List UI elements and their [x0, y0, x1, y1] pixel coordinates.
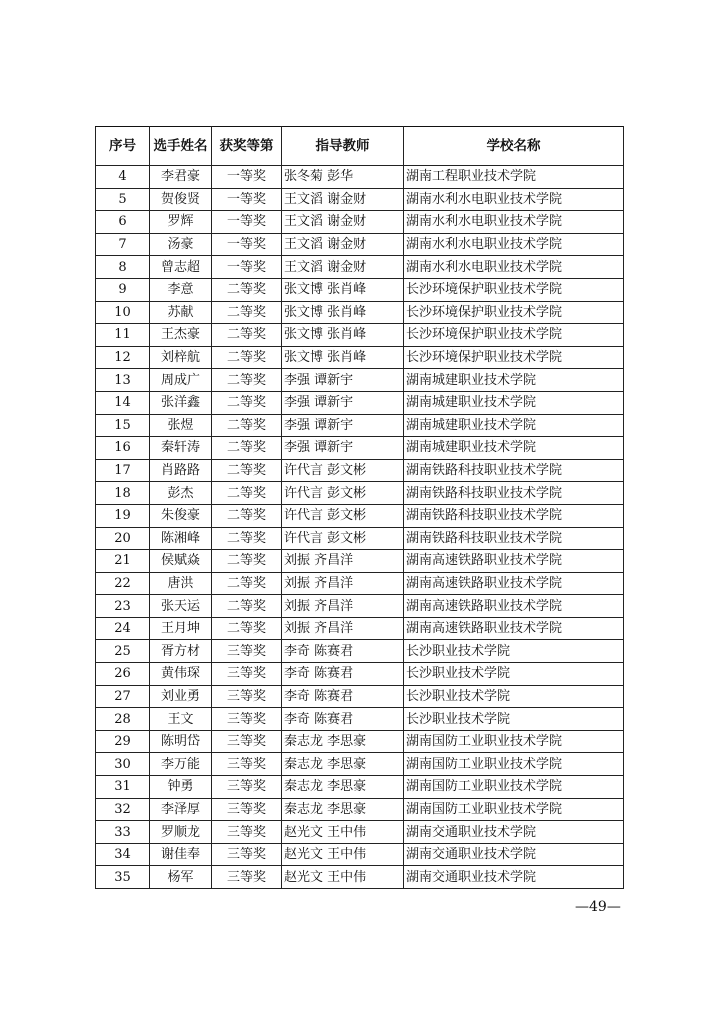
table-row	[96, 278, 624, 301]
cell-teachers: 秦志龙 李思豪	[282, 753, 404, 776]
cell-teachers: 许代言 彭文彬	[282, 527, 404, 550]
cell-school: 湖南铁路科技职业技术学院	[404, 527, 624, 550]
cell-name: 彭杰	[150, 482, 212, 505]
cell-award: 三等奖	[212, 685, 282, 708]
table-row	[96, 798, 624, 821]
table-row	[96, 776, 624, 799]
cell-teachers: 李强 谭新宇	[282, 391, 404, 414]
cell-teachers: 秦志龙 李思豪	[282, 776, 404, 799]
cell-name: 李泽厚	[150, 798, 212, 821]
cell-name: 张煜	[150, 414, 212, 437]
cell-teachers: 刘振 齐昌洋	[282, 617, 404, 640]
cell-name: 贺俊贤	[150, 188, 212, 211]
header-no: 序号	[96, 127, 150, 166]
cell-name: 侯赋焱	[150, 550, 212, 573]
cell-no: 19	[96, 504, 150, 527]
cell-award: 三等奖	[212, 730, 282, 753]
cell-no: 34	[96, 843, 150, 866]
cell-award: 二等奖	[212, 391, 282, 414]
cell-award: 二等奖	[212, 459, 282, 482]
cell-school: 湖南铁路科技职业技术学院	[404, 482, 624, 505]
cell-name: 李万能	[150, 753, 212, 776]
cell-school: 湖南城建职业技术学院	[404, 414, 624, 437]
cell-school: 湖南铁路科技职业技术学院	[404, 504, 624, 527]
cell-teachers: 李奇 陈赛君	[282, 708, 404, 731]
table-row	[96, 663, 624, 686]
cell-award: 三等奖	[212, 640, 282, 663]
cell-no: 22	[96, 572, 150, 595]
table-row	[96, 821, 624, 844]
cell-teachers: 秦志龙 李思豪	[282, 798, 404, 821]
cell-school: 长沙环境保护职业技术学院	[404, 346, 624, 369]
cell-teachers: 赵光文 王中伟	[282, 866, 404, 889]
cell-teachers: 李奇 陈赛君	[282, 685, 404, 708]
table-row	[96, 617, 624, 640]
cell-no: 15	[96, 414, 150, 437]
cell-school: 湖南城建职业技术学院	[404, 437, 624, 460]
cell-award: 二等奖	[212, 482, 282, 505]
cell-no: 4	[96, 166, 150, 189]
cell-award: 二等奖	[212, 437, 282, 460]
table-row	[96, 301, 624, 324]
cell-award: 一等奖	[212, 233, 282, 256]
header-name: 选手姓名	[150, 127, 212, 166]
cell-no: 30	[96, 753, 150, 776]
table-body	[96, 166, 624, 889]
cell-school: 湖南国防工业职业技术学院	[404, 730, 624, 753]
cell-award: 二等奖	[212, 617, 282, 640]
cell-school: 湖南交通职业技术学院	[404, 821, 624, 844]
cell-no: 28	[96, 708, 150, 731]
cell-name: 杨军	[150, 866, 212, 889]
cell-school: 湖南水利水电职业技术学院	[404, 188, 624, 211]
cell-school: 湖南交通职业技术学院	[404, 866, 624, 889]
cell-name: 陈明岱	[150, 730, 212, 753]
table-row	[96, 482, 624, 505]
cell-school: 长沙环境保护职业技术学院	[404, 301, 624, 324]
cell-no: 18	[96, 482, 150, 505]
cell-teachers: 李强 谭新宇	[282, 369, 404, 392]
cell-teachers: 赵光文 王中伟	[282, 843, 404, 866]
table-row	[96, 459, 624, 482]
awards-table	[95, 126, 624, 889]
table-row	[96, 708, 624, 731]
cell-name: 朱俊豪	[150, 504, 212, 527]
cell-award: 三等奖	[212, 821, 282, 844]
header-award: 获奖等第	[212, 127, 282, 166]
cell-school: 湖南城建职业技术学院	[404, 369, 624, 392]
cell-name: 曾志超	[150, 256, 212, 279]
cell-name: 王杰豪	[150, 324, 212, 347]
table-row	[96, 211, 624, 234]
cell-teachers: 秦志龙 李思豪	[282, 730, 404, 753]
cell-no: 8	[96, 256, 150, 279]
table-row	[96, 324, 624, 347]
table-row	[96, 527, 624, 550]
cell-school: 湖南国防工业职业技术学院	[404, 798, 624, 821]
cell-teachers: 王文滔 谢金财	[282, 211, 404, 234]
table-row	[96, 188, 624, 211]
table-row	[96, 753, 624, 776]
table-row	[96, 233, 624, 256]
cell-teachers: 张冬菊 彭华	[282, 166, 404, 189]
cell-teachers: 许代言 彭文彬	[282, 459, 404, 482]
cell-no: 23	[96, 595, 150, 618]
cell-award: 二等奖	[212, 595, 282, 618]
cell-no: 31	[96, 776, 150, 799]
cell-no: 32	[96, 798, 150, 821]
cell-teachers: 赵光文 王中伟	[282, 821, 404, 844]
cell-name: 胥方材	[150, 640, 212, 663]
table-row	[96, 550, 624, 573]
cell-no: 17	[96, 459, 150, 482]
cell-no: 9	[96, 278, 150, 301]
table-row	[96, 504, 624, 527]
cell-name: 汤豪	[150, 233, 212, 256]
cell-school: 湖南交通职业技术学院	[404, 843, 624, 866]
cell-school: 湖南国防工业职业技术学院	[404, 753, 624, 776]
cell-teachers: 李强 谭新宇	[282, 437, 404, 460]
cell-award: 二等奖	[212, 369, 282, 392]
cell-award: 三等奖	[212, 753, 282, 776]
cell-name: 陈湘峰	[150, 527, 212, 550]
cell-school: 湖南铁路科技职业技术学院	[404, 459, 624, 482]
cell-award: 二等奖	[212, 301, 282, 324]
header-school: 学校名称	[404, 127, 624, 166]
cell-award: 二等奖	[212, 278, 282, 301]
cell-no: 27	[96, 685, 150, 708]
table-row	[96, 369, 624, 392]
cell-teachers: 张文博 张肖峰	[282, 301, 404, 324]
cell-no: 35	[96, 866, 150, 889]
table-row	[96, 730, 624, 753]
cell-award: 二等奖	[212, 527, 282, 550]
cell-no: 24	[96, 617, 150, 640]
cell-award: 三等奖	[212, 776, 282, 799]
cell-teachers: 王文滔 谢金财	[282, 188, 404, 211]
cell-award: 二等奖	[212, 504, 282, 527]
cell-award: 三等奖	[212, 708, 282, 731]
table-row	[96, 640, 624, 663]
cell-award: 三等奖	[212, 866, 282, 889]
cell-name: 苏献	[150, 301, 212, 324]
cell-name: 刘梓航	[150, 346, 212, 369]
cell-name: 张天运	[150, 595, 212, 618]
cell-no: 29	[96, 730, 150, 753]
cell-award: 二等奖	[212, 414, 282, 437]
cell-award: 三等奖	[212, 843, 282, 866]
cell-name: 罗辉	[150, 211, 212, 234]
cell-teachers: 刘振 齐昌洋	[282, 550, 404, 573]
cell-name: 张洋鑫	[150, 391, 212, 414]
cell-name: 周成广	[150, 369, 212, 392]
cell-no: 6	[96, 211, 150, 234]
cell-school: 长沙职业技术学院	[404, 640, 624, 663]
cell-no: 7	[96, 233, 150, 256]
header-teachers: 指导教师	[282, 127, 404, 166]
cell-award: 二等奖	[212, 550, 282, 573]
cell-name: 秦轩涛	[150, 437, 212, 460]
cell-no: 33	[96, 821, 150, 844]
cell-no: 5	[96, 188, 150, 211]
cell-teachers: 李强 谭新宇	[282, 414, 404, 437]
cell-award: 二等奖	[212, 346, 282, 369]
cell-teachers: 张文博 张肖峰	[282, 346, 404, 369]
cell-school: 湖南水利水电职业技术学院	[404, 211, 624, 234]
table-header-row	[96, 127, 624, 166]
cell-school: 湖南高速铁路职业技术学院	[404, 550, 624, 573]
cell-school: 湖南高速铁路职业技术学院	[404, 572, 624, 595]
cell-no: 26	[96, 663, 150, 686]
cell-name: 王文	[150, 708, 212, 731]
cell-school: 湖南城建职业技术学院	[404, 391, 624, 414]
table-row	[96, 391, 624, 414]
cell-school: 湖南国防工业职业技术学院	[404, 776, 624, 799]
cell-no: 20	[96, 527, 150, 550]
cell-name: 肖路路	[150, 459, 212, 482]
table-row	[96, 572, 624, 595]
table-row	[96, 437, 624, 460]
cell-school: 湖南高速铁路职业技术学院	[404, 617, 624, 640]
cell-teachers: 许代言 彭文彬	[282, 504, 404, 527]
cell-name: 李意	[150, 278, 212, 301]
cell-school: 长沙环境保护职业技术学院	[404, 278, 624, 301]
cell-no: 14	[96, 391, 150, 414]
cell-award: 一等奖	[212, 211, 282, 234]
table-row	[96, 166, 624, 189]
cell-name: 王月坤	[150, 617, 212, 640]
table-row	[96, 256, 624, 279]
cell-name: 罗顺龙	[150, 821, 212, 844]
cell-teachers: 张文博 张肖峰	[282, 324, 404, 347]
cell-school: 长沙环境保护职业技术学院	[404, 324, 624, 347]
cell-teachers: 王文滔 谢金财	[282, 256, 404, 279]
cell-school: 湖南水利水电职业技术学院	[404, 256, 624, 279]
cell-award: 三等奖	[212, 663, 282, 686]
cell-no: 21	[96, 550, 150, 573]
table-row	[96, 346, 624, 369]
cell-teachers: 王文滔 谢金财	[282, 233, 404, 256]
cell-award: 三等奖	[212, 798, 282, 821]
cell-no: 13	[96, 369, 150, 392]
cell-name: 李君豪	[150, 166, 212, 189]
cell-no: 11	[96, 324, 150, 347]
page-number: —49—	[575, 899, 621, 915]
cell-no: 16	[96, 437, 150, 460]
cell-name: 唐洪	[150, 572, 212, 595]
table-row	[96, 843, 624, 866]
cell-school: 长沙职业技术学院	[404, 708, 624, 731]
table-row	[96, 414, 624, 437]
cell-name: 刘业勇	[150, 685, 212, 708]
cell-award: 二等奖	[212, 324, 282, 347]
cell-name: 谢佳奉	[150, 843, 212, 866]
cell-teachers: 李奇 陈赛君	[282, 640, 404, 663]
cell-no: 25	[96, 640, 150, 663]
cell-award: 一等奖	[212, 256, 282, 279]
cell-school: 长沙职业技术学院	[404, 663, 624, 686]
cell-teachers: 刘振 齐昌洋	[282, 595, 404, 618]
cell-teachers: 李奇 陈赛君	[282, 663, 404, 686]
table-row	[96, 866, 624, 889]
table-row	[96, 685, 624, 708]
cell-name: 黄伟琛	[150, 663, 212, 686]
cell-name: 钟勇	[150, 776, 212, 799]
cell-award: 一等奖	[212, 166, 282, 189]
cell-teachers: 刘振 齐昌洋	[282, 572, 404, 595]
cell-no: 10	[96, 301, 150, 324]
cell-school: 长沙职业技术学院	[404, 685, 624, 708]
cell-school: 湖南高速铁路职业技术学院	[404, 595, 624, 618]
cell-award: 一等奖	[212, 188, 282, 211]
cell-teachers: 张文博 张肖峰	[282, 278, 404, 301]
cell-school: 湖南工程职业技术学院	[404, 166, 624, 189]
cell-award: 二等奖	[212, 572, 282, 595]
table-row	[96, 595, 624, 618]
cell-no: 12	[96, 346, 150, 369]
cell-teachers: 许代言 彭文彬	[282, 482, 404, 505]
cell-school: 湖南水利水电职业技术学院	[404, 233, 624, 256]
